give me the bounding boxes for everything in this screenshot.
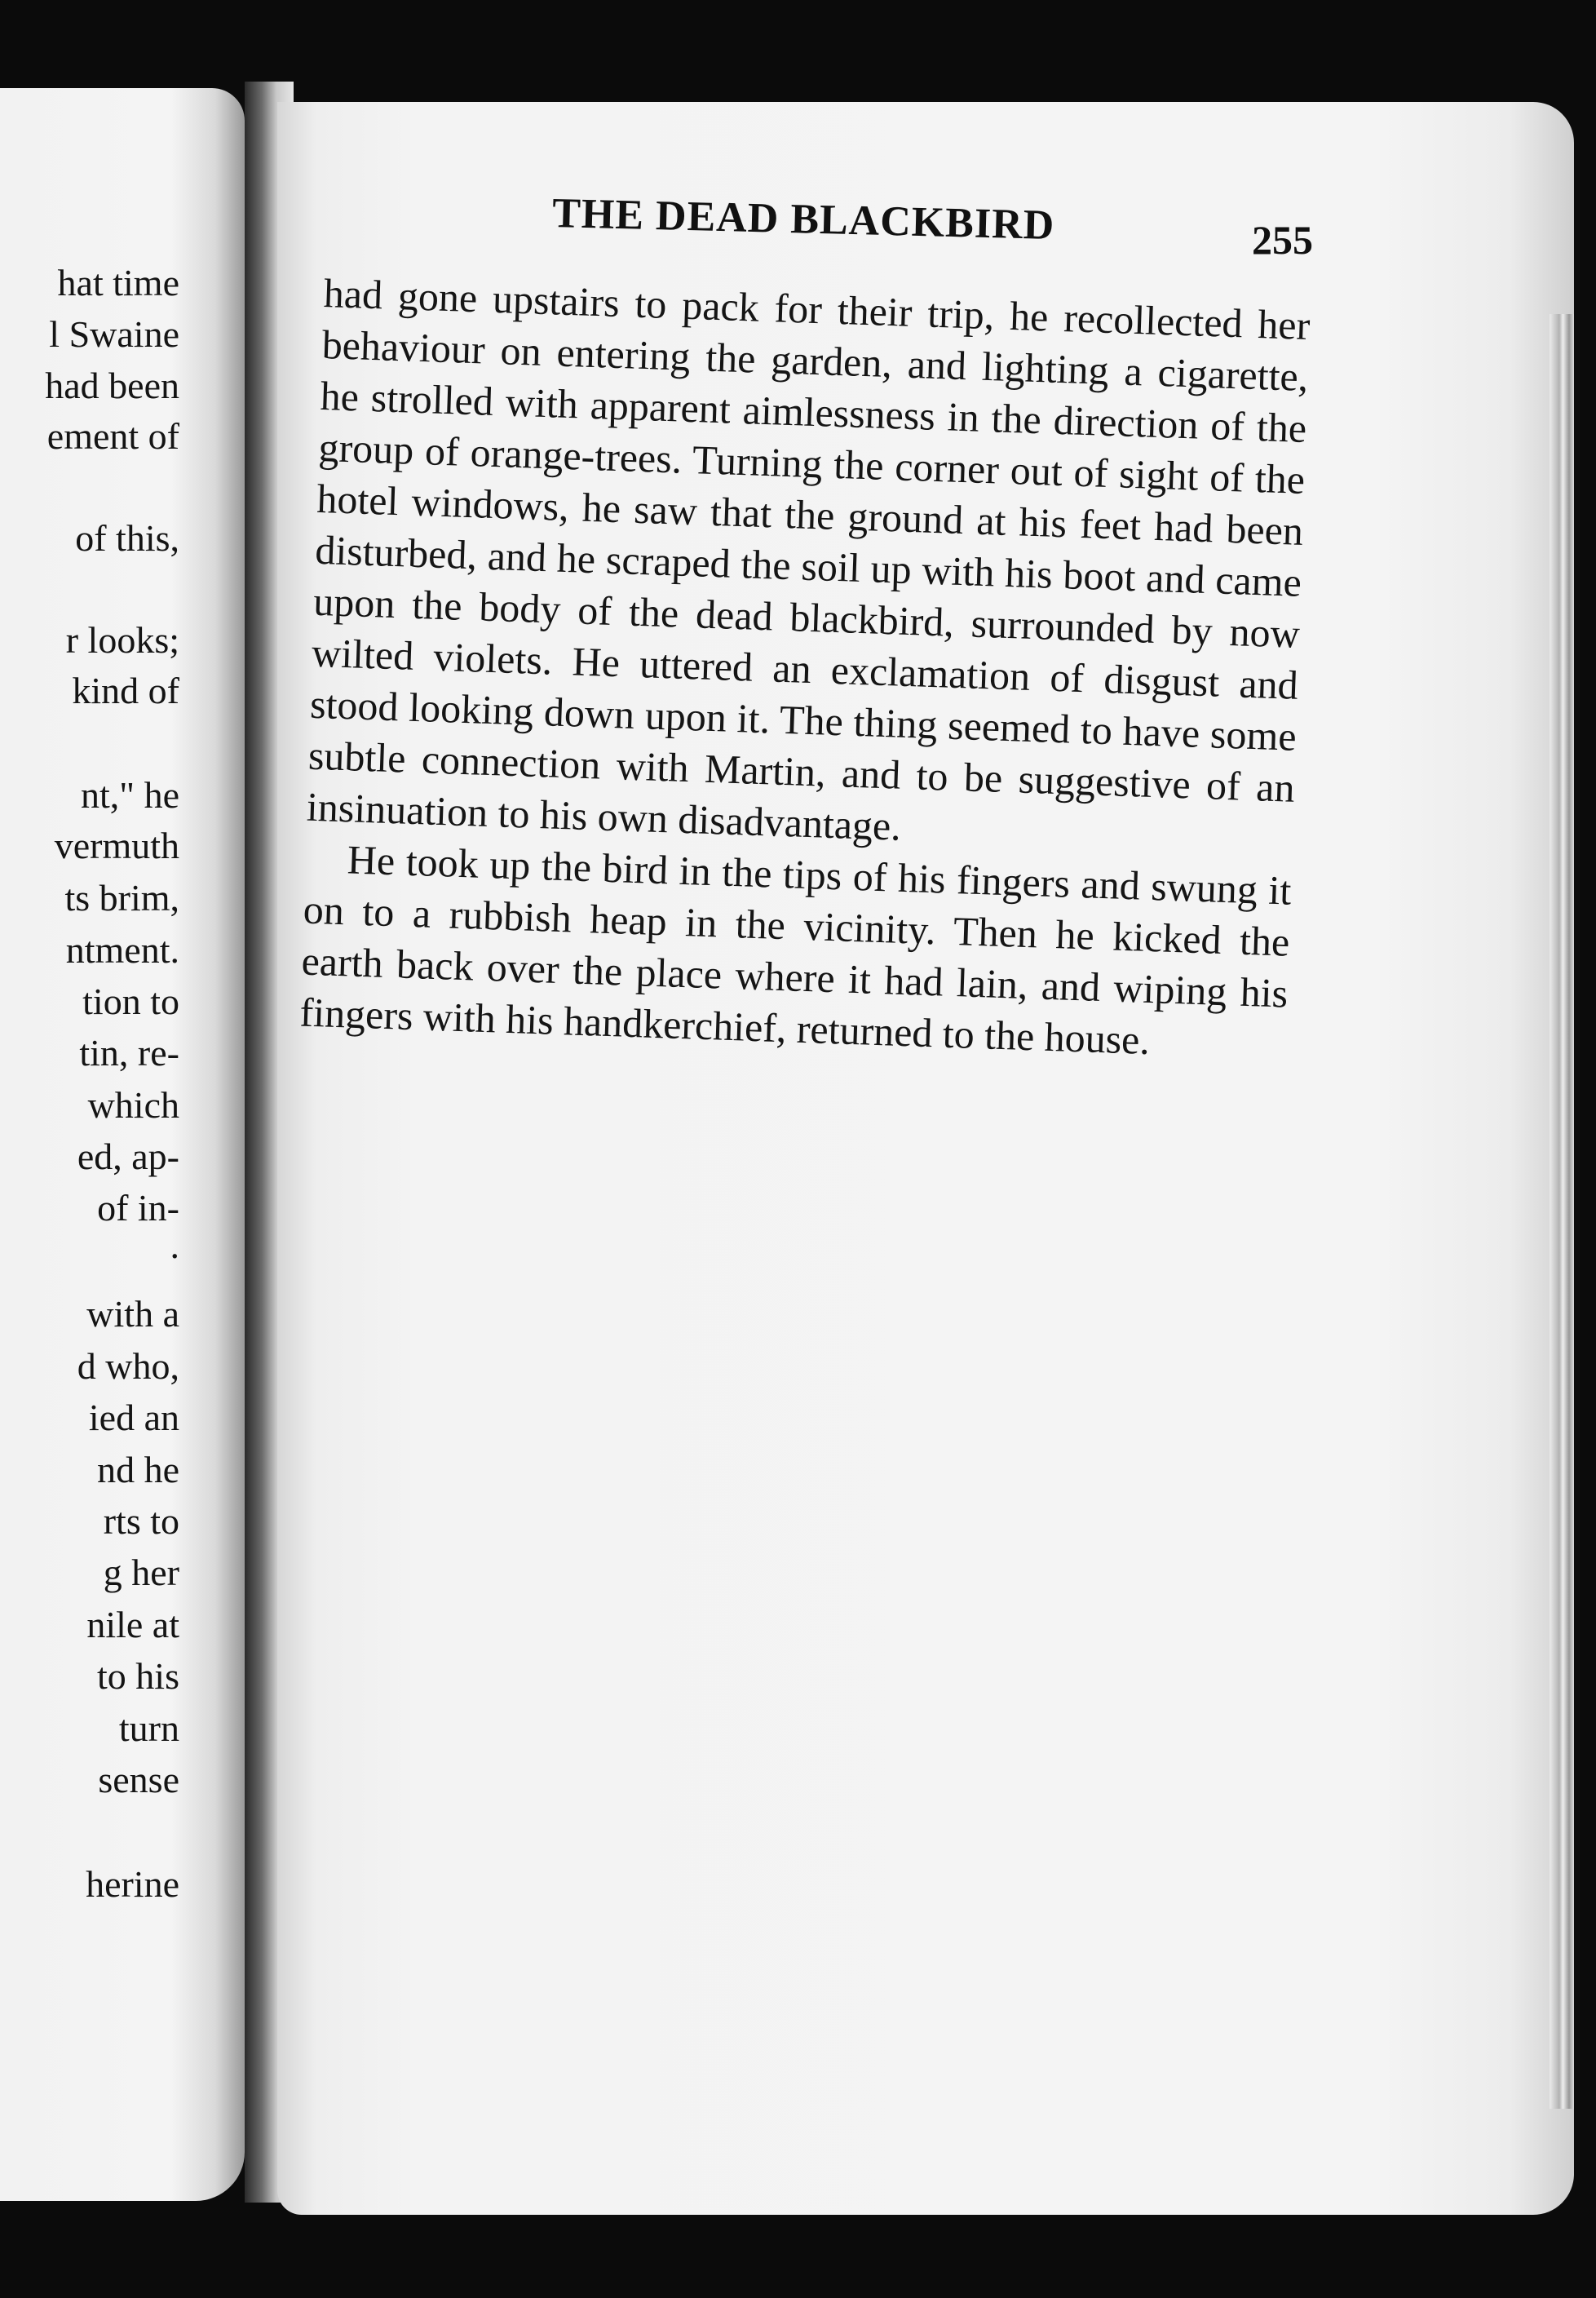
left-line: kind of (72, 670, 179, 711)
left-line: nd he (97, 1449, 179, 1490)
left-line: d who, (77, 1345, 179, 1387)
left-line: sense (98, 1759, 179, 1800)
left-line: ntment. (65, 929, 179, 971)
left-line: rts to (103, 1500, 179, 1542)
left-line: ed, ap- (77, 1136, 179, 1177)
left-line: of this, (75, 517, 179, 559)
left-line: g her (103, 1552, 179, 1593)
left-line: with a (86, 1293, 179, 1335)
page-edge (1550, 314, 1574, 2109)
left-line: to his (97, 1655, 179, 1697)
left-line: tin, re- (79, 1032, 179, 1074)
paragraph: He took up the bird in the tips of his fingers and swung it on to a rubbish heap in the vicinity. Then he kicked the earth back over the place where it had lain, and wiping his fingers with his handkerchief, returned to the house. (298, 836, 1293, 1064)
left-line: . (170, 1224, 179, 1266)
left-line: ts brim, (64, 877, 179, 919)
left-line: which (87, 1084, 179, 1126)
page-number: 255 (1252, 217, 1313, 263)
running-head: THE DEAD BLACKBIRD (551, 189, 1055, 250)
left-line: ied an (88, 1397, 179, 1438)
left-line: r looks; (65, 619, 179, 661)
left-line: of in- (97, 1187, 179, 1229)
left-line: l Swaine (49, 313, 179, 355)
left-line: tion to (82, 981, 179, 1022)
left-line: herine (86, 1863, 179, 1905)
left-line: vermuth (54, 825, 179, 866)
left-line: nt," he (81, 774, 179, 816)
body-text (299, 268, 1311, 1071)
left-line: ement of (46, 415, 179, 457)
left-line: had been (45, 365, 179, 406)
paragraph: had gone upstairs to pack for their trip, he recollected her behaviour on entering the garden, and lighting a cigarette, he strolled with apparent aimlessness in the direction of the group of orange-trees. Turning the corner out of sight of the hotel windows, he saw that the ground at his feet had been disturbed, and he scraped the soil up with his boot and came upon the body of the dead blackbird, surrounded by now wilted violets. He uttered an exclamation of disgust and stood looking down upon it. The thing seemed to have some subtle connection with Martin, and to be suggestive of an insinuation to his own disadvantage. (306, 269, 1311, 849)
left-page-text (0, 88, 245, 2201)
left-facing-page (0, 88, 245, 2201)
left-line: hat time (57, 262, 179, 303)
left-line: nile at (86, 1604, 179, 1645)
left-line: turn (118, 1707, 179, 1749)
